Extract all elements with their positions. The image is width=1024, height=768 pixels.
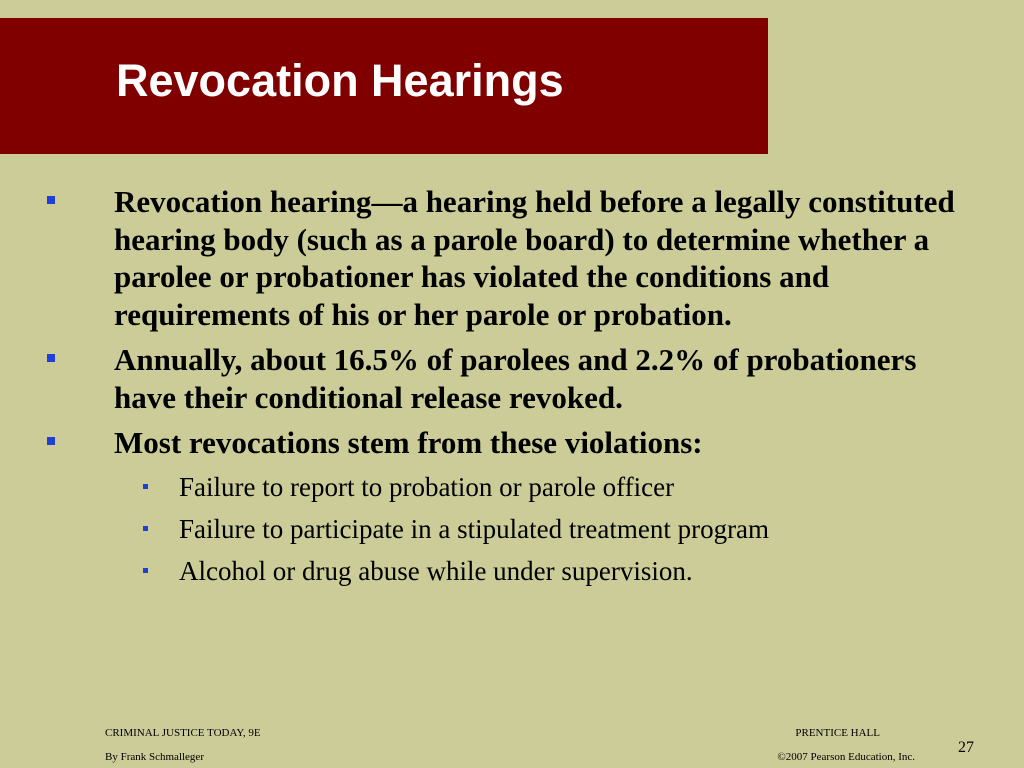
slide-content [0, 183, 1024, 592]
sub-bullet-list [0, 466, 1024, 592]
square-bullet-icon [47, 437, 55, 445]
sub-bullet-text: Failure to participate in a stipulated treatment program [179, 513, 770, 544]
sub-bullet-text: Failure to report to probation or parole officer [179, 471, 675, 502]
footer-author: By Frank Schmalleger [105, 751, 204, 763]
square-bullet-icon [47, 196, 55, 204]
small-square-bullet-icon [143, 484, 148, 489]
square-bullet-icon [47, 354, 55, 362]
footer-publisher: PRENTICE HALL [795, 727, 880, 739]
small-square-bullet-icon [143, 568, 148, 573]
bullet-text: Annually, about 16.5% of parolees and 2.2% of probationers have their conditional release revoked. [114, 342, 917, 415]
slide-title: Revocation Hearings [116, 55, 564, 106]
bullet-text: Revocation hearing—a hearing held before a legally constituted hearing body (such as a parole board) to determine whether a parolee or probationer has violated the conditions and requirements of his or her parole or probation. [114, 184, 955, 332]
bullet-item [0, 424, 1024, 462]
bullet-item [0, 183, 1024, 333]
sub-bullet-item [0, 508, 1024, 550]
small-square-bullet-icon [143, 526, 148, 531]
bullet-text: Most revocations stem from these violations: [114, 425, 703, 460]
bullet-item [0, 341, 1024, 416]
sub-bullet-text: Alcohol or drug abuse while under supervision. [179, 555, 693, 586]
footer-copyright: ©2007 Pearson Education, Inc. [777, 751, 915, 763]
footer-book-title: CRIMINAL JUSTICE TODAY, 9E [105, 727, 261, 739]
sub-bullet-item [0, 466, 1024, 508]
page-number: 27 [958, 739, 974, 756]
sub-bullet-item [0, 550, 1024, 592]
